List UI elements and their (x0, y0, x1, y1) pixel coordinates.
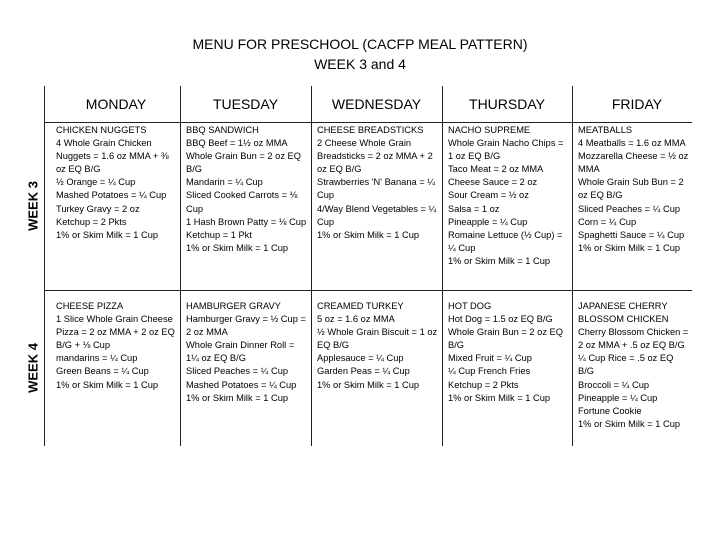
menu-cell-week4-tuesday: HAMBURGER GRAVY Hamburger Gravy = ½ Cup = 2 oz MMA Whole Grain Dinner Roll = 1¼ oz EQ B/G Sliced Peaches = ¼ Cup Mashed Potatoes = ¼ Cup 1% or Skim Milk = 1 Cup (186, 301, 306, 403)
column-divider (44, 86, 45, 446)
title-line-2: WEEK 3 and 4 (314, 56, 406, 72)
column-divider (572, 86, 573, 446)
header-tuesday: TUESDAY (212, 96, 279, 112)
menu-cell-week4-monday: CHEESE PIZZA 1 Slice Whole Grain Cheese Pizza = 2 oz MMA + 2 oz EQ B/G + ⅛ Cup mandarins = ¼ Cup Green Beans = ¼ Cup 1% or Skim Milk = 1 Cup (56, 301, 175, 390)
page-title (0, 34, 720, 74)
menu-cell-week4-thursday: HOT DOG Hot Dog = 1.5 oz EQ B/G Whole Grain Bun = 2 oz EQ B/G Mixed Fruit = ¼ Cup ¼ Cup French Fries Ketchup = 2 Pkts 1% or Skim Milk = 1 Cup (448, 301, 563, 403)
header-wednesday: WEDNESDAY (331, 96, 422, 112)
menu-cell-week4-friday: JAPANESE CHERRY BLOSSOM CHICKEN Cherry Blossom Chicken = 2 oz MMA + .5 oz EQ B/G ¼ Cup Rice = .5 oz EQ B/G Broccoli = ¼ Cup Pineapple = ¼ Cup Fortune Cookie 1% or Skim Milk = 1 Cup (578, 301, 689, 429)
header-divider (44, 122, 692, 123)
column-divider (311, 86, 312, 446)
menu-cell-week3-thursday: NACHO SUPREME Whole Grain Nacho Chips = 1 oz EQ B/G Taco Meat = 2 oz MMA Cheese Sauce = 2 oz Sour Cream = ½ oz Salsa = 1 oz Pineapple = ¼ Cup Romaine Lettuce (½ Cup) = ¼ Cup 1% or Skim Milk = 1 Cup (448, 125, 564, 266)
header-friday: FRIDAY (611, 96, 663, 112)
menu-cell-week3-tuesday: BBQ SANDWICH BBQ Beef = 1½ oz MMA Whole Grain Bun = 2 oz EQ B/G Mandarin = ¼ Cup Sliced Cooked Carrots = ⅛ Cup 1 Hash Brown Patty = ⅛ Cup Ketchup = 1 Pkt 1% or Skim Milk = 1 Cup (186, 125, 307, 253)
header-thursday: THURSDAY (469, 96, 545, 112)
row-divider (44, 290, 692, 291)
title-line-1: MENU FOR PRESCHOOL (CACFP MEAL PATTERN) (192, 36, 528, 52)
menu-cell-week3-monday: CHICKEN NUGGETS 4 Whole Grain Chicken Nuggets = 1.6 oz MMA + ⅜ oz EQ B/G ½ Orange = ¼ Cup Mashed Potatoes = ¼ Cup Turkey Gravy = 2 oz Ketchup = 2 Pkts 1% or Skim Milk = 1 Cup (56, 125, 169, 240)
header-monday: MONDAY (85, 96, 147, 112)
column-divider (442, 86, 443, 446)
week-4-label: WEEK 4 (25, 343, 41, 393)
week-3-label: WEEK 3 (25, 181, 41, 231)
column-divider (180, 86, 181, 446)
menu-cell-week3-wednesday: CHEESE BREADSTICKS 2 Cheese Whole Grain Breadsticks = 2 oz MMA + 2 oz EQ B/G Strawberries 'N' Banana = ¼ Cup 4/Way Blend Vegetables = ¼ Cup 1% or Skim Milk = 1 Cup (317, 125, 437, 240)
menu-cell-week3-friday: MEATBALLS 4 Meatballs = 1.6 oz MMA Mozzarella Cheese = ½ oz MMA Whole Grain Sub Bun = 2 oz EQ B/G Sliced Peaches = ¼ Cup Corn = ¼ Cup Spaghetti Sauce = ¼ Cup 1% or Skim Milk = 1 Cup (578, 125, 689, 253)
menu-cell-week4-wednesday: CREAMED TURKEY 5 oz = 1.6 oz MMA ½ Whole Grain Biscuit = 1 oz EQ B/G Applesauce = ¼ Cup Garden Peas = ¼ Cup 1% or Skim Milk = 1 Cup (317, 301, 438, 390)
